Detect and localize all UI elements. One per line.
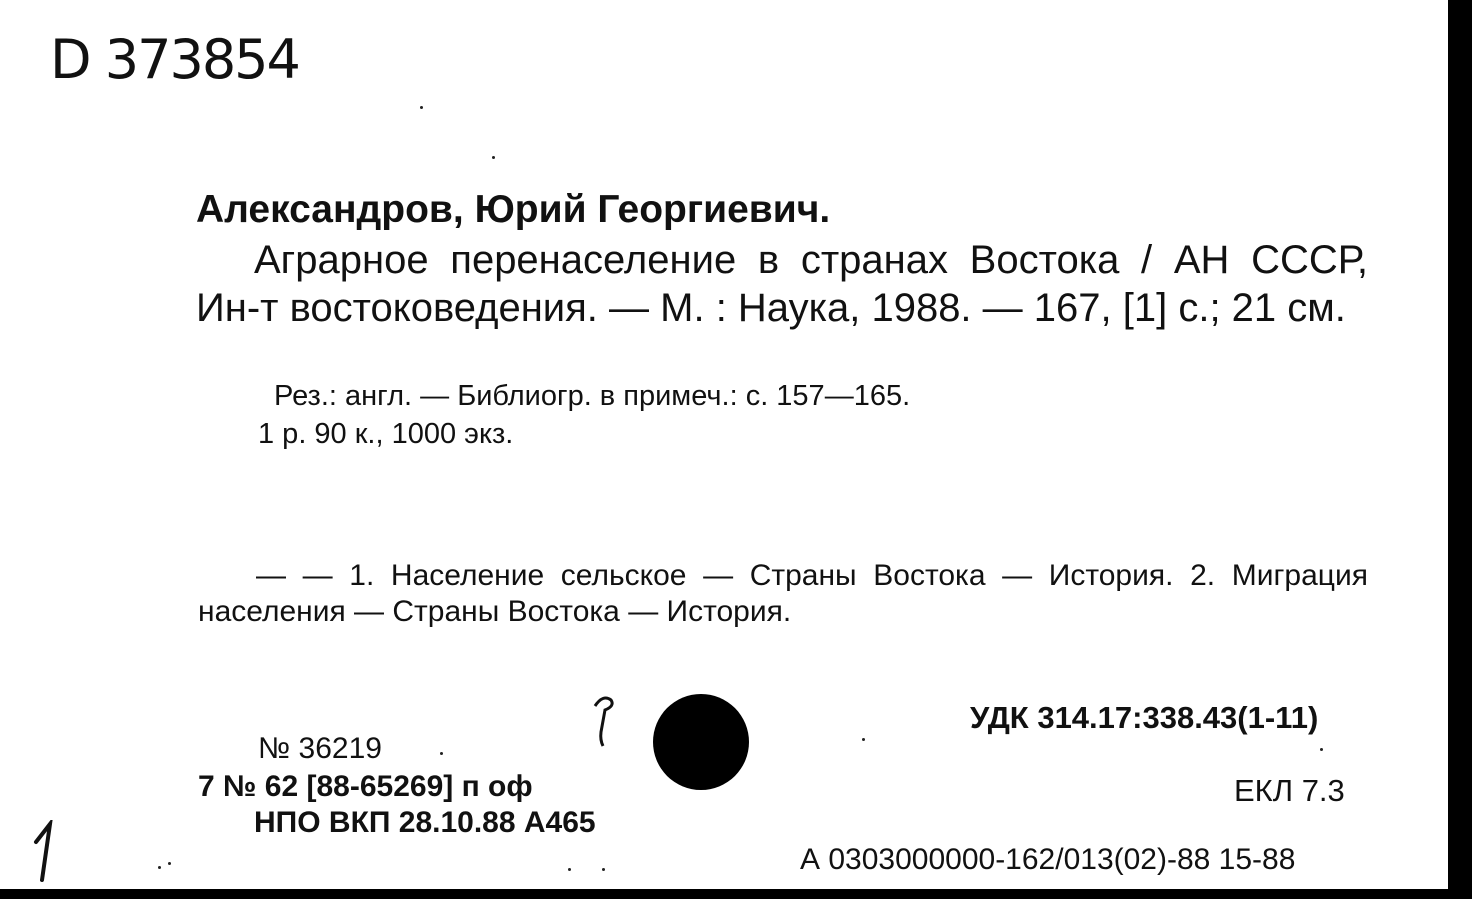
speck xyxy=(168,862,171,865)
speck xyxy=(1320,748,1323,751)
speck xyxy=(568,868,571,871)
subject-headings: — — 1. Население сельское — Страны Востока — История. 2. Миграция населения — Страны Востока — История. xyxy=(198,559,1368,628)
speck xyxy=(602,868,605,871)
handwritten-mark-icon xyxy=(585,692,621,752)
punch-hole xyxy=(653,694,749,790)
speck xyxy=(492,156,495,159)
ekl-code: ЕКЛ 7.3 xyxy=(1234,773,1345,808)
speck xyxy=(440,752,443,755)
note-summary: Рез.: англ. — Библиогр. в примеч.: с. 157—165. xyxy=(274,380,911,412)
speck xyxy=(158,866,161,869)
handwritten-one-icon xyxy=(30,820,60,884)
note-price: 1 р. 90 к., 1000 экз. xyxy=(258,418,514,450)
npo-line: НПО ВКП 28.10.88 А465 xyxy=(254,806,596,839)
speck xyxy=(862,738,865,741)
udk-code: УДК 314.17:338.43(1-11) xyxy=(970,700,1319,735)
inventory-number: № 36219 xyxy=(258,732,382,765)
author-heading: Александров, Юрий Георгиевич. xyxy=(196,188,831,231)
call-number: D 373854 xyxy=(50,28,299,91)
publication-code: А 0303000000-162/013(02)-88 15-88 xyxy=(800,843,1296,876)
title-description: Аграрное перенаселение в странах Востока / АН СССР, Ин-т востоковедения. — М. : Наука, 1988. — 167, [1] с.; 21 см. xyxy=(196,238,1368,330)
speck xyxy=(420,106,423,109)
order-line: 7 № 62 [88-65269] п оф xyxy=(198,770,533,803)
